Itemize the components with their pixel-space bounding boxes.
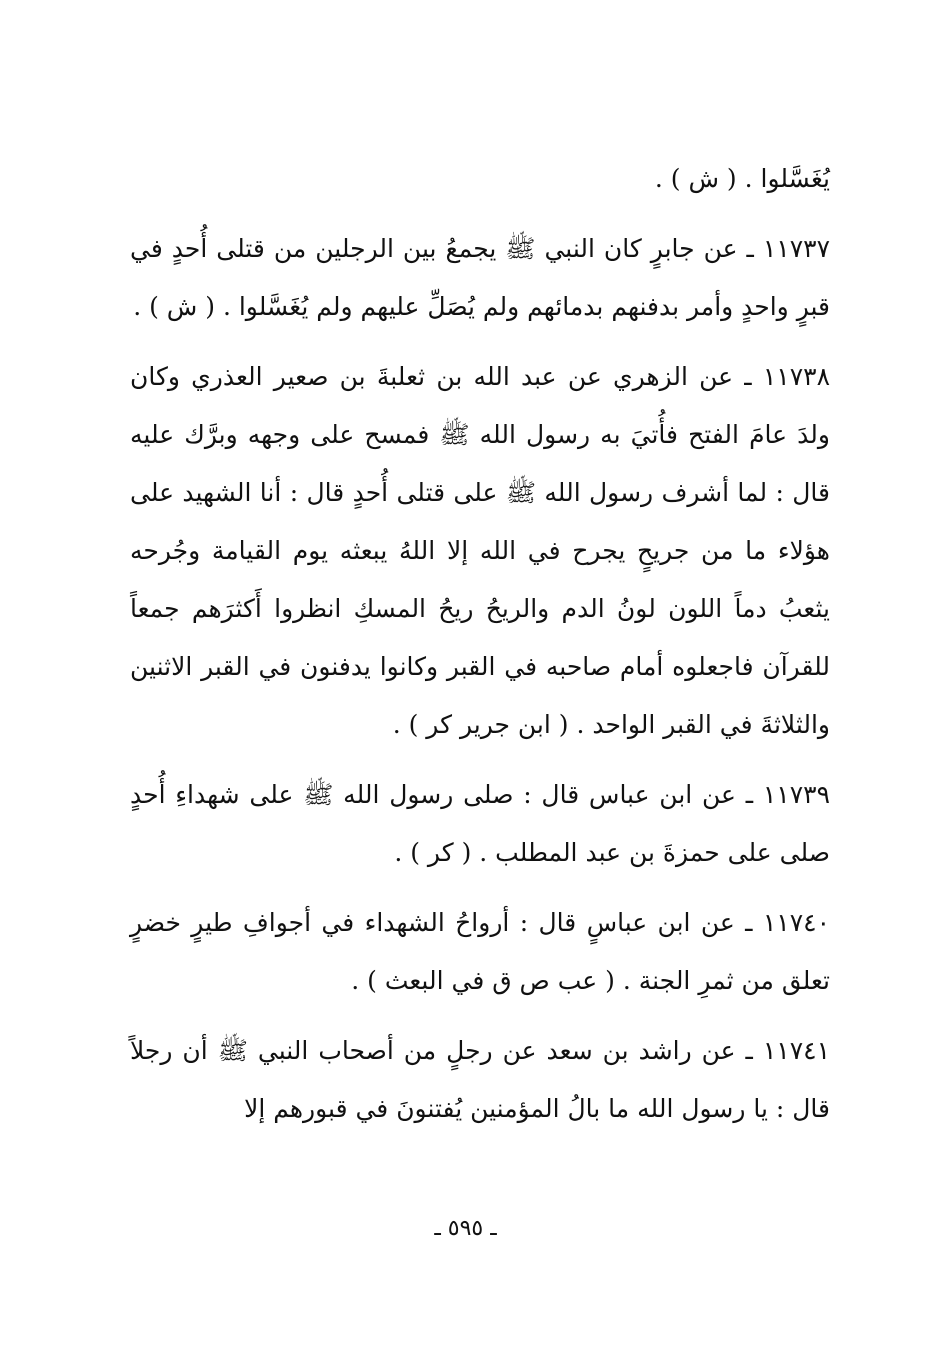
paragraph-continuation: يُغَسَّلوا . ( ش ) . [654, 164, 830, 193]
hadith-11739: ١١٧٣٩ ـ عن ابن عباس قال : صلى رسول الله ﷺ على شهداءِ أُحدٍ صلى على حمزةَ بن عبد المطلب . ( كر ) . [130, 780, 830, 867]
hadith-11740: ١١٧٤٠ ـ عن ابن عباسٍ قال : أرواحُ الشهداء في أجوافِ طيرٍ خضرٍ تعلق من ثمرِ الجنة . ( عب ص ق في البعث ) . [130, 908, 830, 995]
hadith-11741: ١١٧٤١ ـ عن راشد بن سعد عن رجلٍ من أصحاب النبي ﷺ أن رجلاً قال : يا رسول الله ما بالُ المؤمنين يُفتنونَ في قبورهم إلا [130, 1036, 830, 1123]
page-number: ـ ٥٩٥ ـ [434, 1216, 497, 1241]
hadith-11737: ١١٧٣٧ ـ عن جابرٍ كان النبي ﷺ يجمعُ بين الرجلين من قتلى أُحدٍ في قبرٍ واحدٍ وأمر بدفنهم بدمائهم ولم يُصَلِّ عليهم ولم يُغَسَّلوا . ( ش ) . [130, 234, 830, 321]
hadith-11738: ١١٧٣٨ ـ عن الزهري عن عبد الله بن ثعلبةَ بن صعير العذري وكان ولدَ عامَ الفتح فأُتيَ به رسول الله ﷺ فمسح على وجهه وبرَّك عليه قال : لما أشرف رسول الله ﷺ على قتلى أُحدٍ قال : أنا الشهيد على هؤلاء ما من جريحٍ يجرح في الله إلا اللهُ يبعثه يوم القيامة وجُرحه يثعبُ دماً اللون لونُ الدم والريحُ ريحُ المسكِ انظروا أَكثرَهم جمعاً للقرآن فاجعلوه أمام صاحبه في القبر وكانوا يدفنون في القبر الاثنين والثلاثةَ في القبر الواحد . ( ابن جرير كر ) . [130, 362, 830, 739]
main-text [130, 150, 830, 1150]
